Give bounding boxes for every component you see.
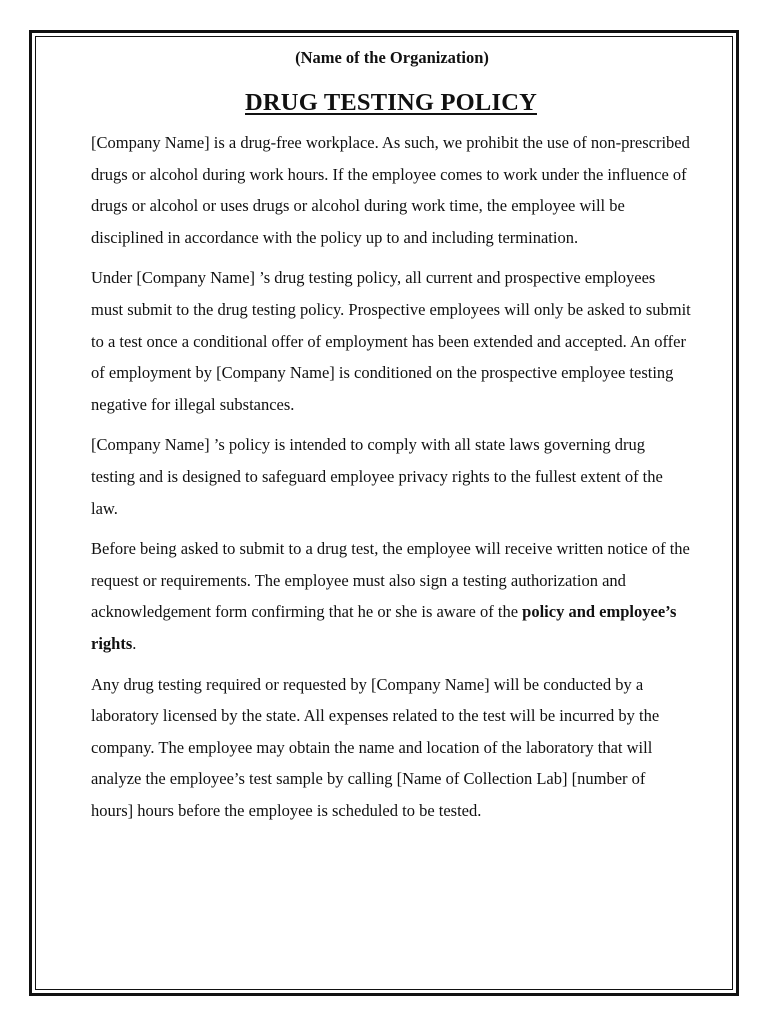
paragraph-testing-policy: Under [Company Name] ’s drug testing policy, all current and prospective employees must submit to the drug testing policy. Prospective employees will only be asked to submit to a test once a conditional offer of employment has been extended and accepted. An offer of employment by [Company Name] is conditioned on the prospective employee testing negative for illegal substances. [91,268,691,414]
paragraph-drug-free-workplace: [Company Name] is a drug-free workplace. As such, we prohibit the use of non-prescribed drugs or alcohol during work hours. If the employee comes to work under the influence of drugs or alcohol or uses drugs or alcohol during work time, the employee will be disciplined in accordance with the policy up to and including termination. [91,133,690,247]
paragraph-written-notice-bold: policy and employee’s rights [91,602,677,653]
paragraph-written-notice-text: Before being asked to submit to a drug test, the employee will receive written notice of the request or requirements. The employee must also sign a testing authorization and acknowledgement form confirming that he or she is aware of the [91,539,690,622]
document-body [91,43,691,835]
document-title: DRUG TESTING POLICY [245,89,537,116]
paragraph-written-notice-end: . [132,633,137,653]
paragraph-laboratory: Any drug testing required or requested by [Company Name] will be conducted by a laboratory licensed by the state. All expenses related to the test will be incurred by the company. The employee may obtain the name and location of the laboratory that will analyze the employee’s test sample by calling [Name of Collection Lab] [number of hours] hours before the employee is scheduled to be tested. [91,674,660,820]
paragraph-state-laws: [Company Name] ’s policy is intended to comply with all state laws governing drug testing and is designed to safeguard employee privacy rights to the fullest extent of the law. [91,435,663,518]
paragraph-written-notice [91,533,691,659]
organization-name: (Name of the Organization) [295,48,489,67]
